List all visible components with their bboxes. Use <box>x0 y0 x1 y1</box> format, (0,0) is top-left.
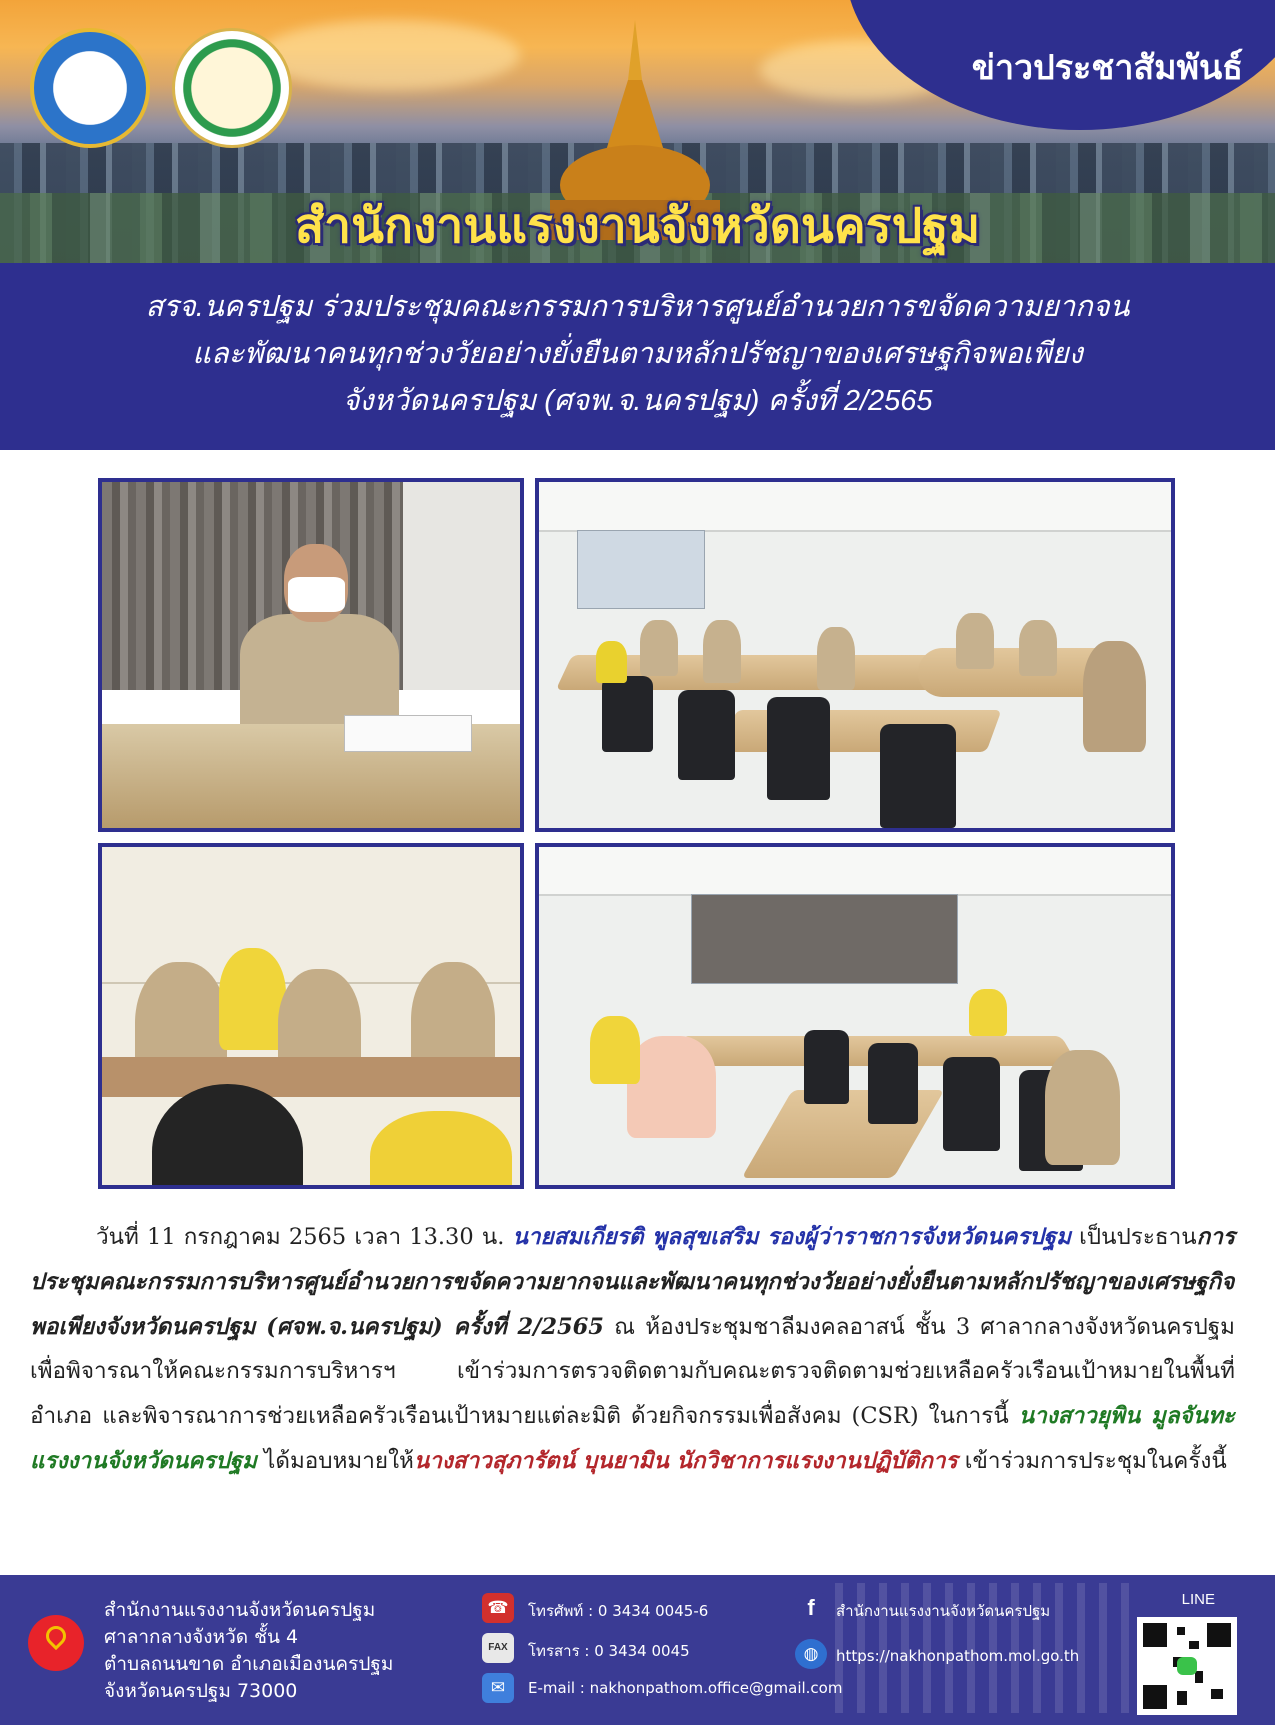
photo-meeting-room-1 <box>535 478 1175 832</box>
line-app-icon <box>1177 1657 1197 1675</box>
section-label: ข่าวประชาสัมพันธ์ <box>971 49 1243 87</box>
photo-chairperson <box>98 478 524 832</box>
wall <box>403 482 520 690</box>
facebook-icon: f <box>795 1593 827 1623</box>
photo-meeting-room-2 <box>535 843 1175 1189</box>
article-text: เข้าร่วมการประชุมในครั้งนี้ <box>957 1447 1227 1474</box>
header-banner <box>0 0 1275 263</box>
article-text: ได้มอบหมายให้ <box>256 1447 414 1474</box>
labor-chief-name: นางสาวยุพิน มูลจันทะ แรงงานจังหวัดนครปฐม <box>30 1403 1235 1474</box>
office-address <box>104 1597 393 1705</box>
address-line: จังหวัดนครปฐม 73000 <box>104 1680 298 1702</box>
address-line: ตำบลถนนขาด อำเภอเมืองนครปฐม <box>104 1653 394 1675</box>
headline-band <box>0 263 1275 450</box>
person <box>240 544 399 738</box>
address-line: สำนักงานแรงงานจังหวัดนครปฐม <box>104 1599 376 1621</box>
line-qr-code[interactable] <box>1137 1617 1237 1715</box>
chairperson-name: นายสมเกียรติ พูลสุขเสริม รองผู้ว่าราชการจังหวัดนครปฐม <box>512 1224 1071 1250</box>
article-body <box>30 1215 1235 1484</box>
fax-icon: FAX <box>482 1633 514 1663</box>
email-address[interactable]: E-mail : nakhonpathom.office@gmail.com <box>528 1679 843 1697</box>
photo-attendees <box>98 843 524 1189</box>
headline-line: สรจ.นครปฐม ร่วมประชุมคณะกรรมการบริหารศูนย์อำนวยการขจัดความยากจน <box>145 291 1130 323</box>
globe-icon: ◍ <box>795 1639 827 1669</box>
article-date: วันที่ 11 กรกฎาคม 2565 เวลา 13.30 น. <box>96 1224 513 1250</box>
article-text: ณ ห้องประชุมชาลีมงคลอาสน์ ชั้น 3 ศาลากลางจังหวัดนครปฐม เพื่อพิจารณาให้คณะกรรมการบริหารฯ เข้าร่วมการตรวจติดตามกับคณะตรวจติดตามช่วยเหลือครัวเรือนเป้าหมายในพื้นที่อำเภอ และพิจารณาการช่วยเหลือครัวเรือนเป้าหมายแต่ละมิติ ด้วยกิจกรรมเพื่อสังคม (CSR) ในการนี้ <box>30 1313 1236 1430</box>
organization-title: สำนักงานแรงงานจังหวัดนครปฐม <box>294 200 981 253</box>
name-card <box>344 715 471 752</box>
email-icon: ✉ <box>482 1673 514 1703</box>
delegate-name: นางสาวสุภารัตน์ บุนยามิน นักวิชาการแรงงานปฏิบัติการ <box>413 1447 958 1474</box>
headline-line: และพัฒนาคนทุกช่วงวัยอย่างยั่งยืนตามหลักปรัชญาของเศรษฐกิจพอเพียง <box>192 338 1083 370</box>
phone-number[interactable]: โทรศัพท์ : 0 3434 0045-6 <box>528 1602 709 1620</box>
article-text: เป็นประธาน <box>1070 1224 1197 1250</box>
fax-number: โทรสาร : 0 3434 0045 <box>528 1642 690 1660</box>
meeting-name: การประชุมคณะกรรมการบริหารศูนย์อำนวยการขจัดความยากจนและพัฒนาคนทุกช่วงวัยอย่างยั่งยืนตามหลักปรัชญาของเศรษฐกิจพอเพียงจังหวัดนครปฐม (ศจพ.จ.นครปฐม) ครั้งที่ 2/2565 <box>30 1224 1235 1340</box>
line-label: LINE <box>1181 1591 1215 1608</box>
ministry-of-labour-logo <box>172 28 292 148</box>
website-link[interactable]: https://nakhonpathom.mol.go.th <box>836 1647 1080 1665</box>
facebook-page[interactable]: สำนักงานแรงงานจังหวัดนครปฐม <box>836 1602 1051 1620</box>
headline-line: จังหวัดนครปฐม (ศจพ.จ.นครปฐม) ครั้งที่ 2/2565 <box>342 385 933 417</box>
cloud <box>260 20 520 90</box>
phone-icon: ☎ <box>482 1593 514 1623</box>
address-line: ศาลากลางจังหวัด ชั้น 4 <box>104 1626 299 1648</box>
province-logo <box>30 28 150 148</box>
footer <box>0 1575 1275 1725</box>
location-pin-icon <box>28 1615 84 1671</box>
